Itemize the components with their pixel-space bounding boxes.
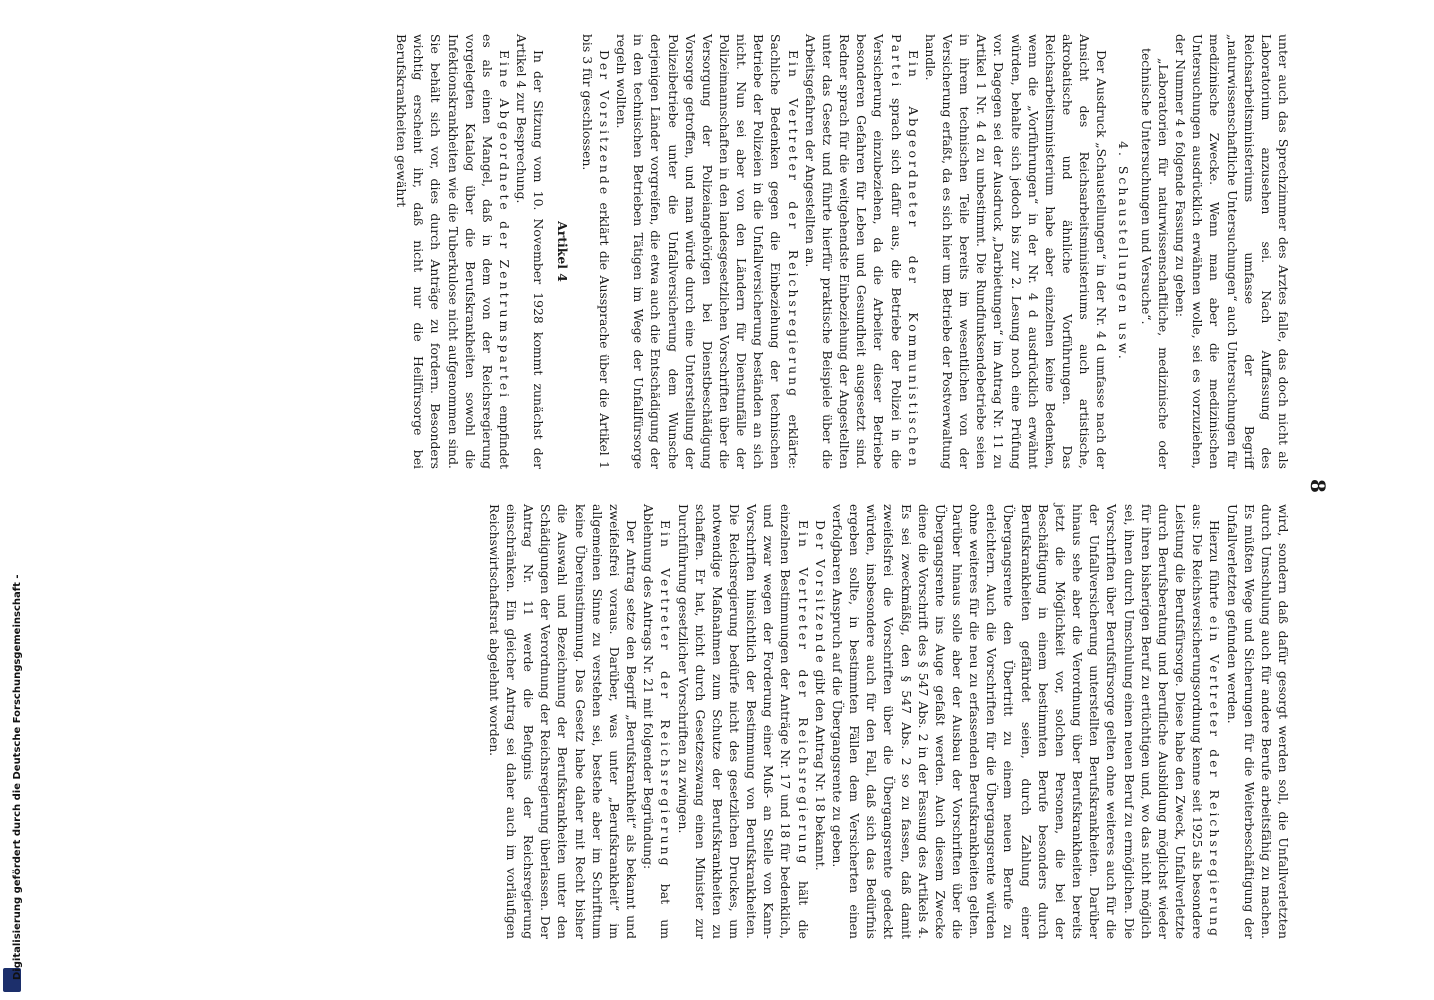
paragraph-text: Hierzu führte <box>1207 520 1223 616</box>
article-heading: Artikel 4 <box>554 221 570 282</box>
paragraph: wird, sondern daß dafür gesorgt werden soll, die Unfallverletzten durch Umschulung auch für andere Berufe arbeitsfähig zu machen. Es müßten Wege und Sicherungen für die Weiterbeschäftigung der Unfallverletzten gefunden werden. <box>1224 504 1291 939</box>
speaker: ein Vertreter der Reichsregierung <box>1207 615 1223 939</box>
footer-credit-text: Digitalisierung gefördert durch die Deutsche Forschungsgemeinschaft - <box>12 574 23 980</box>
paragraph: Der Ausdruck „Schaustellungen“ in der Nr. 4 d umfasse nach der Ansicht des Reichsarbeitsministeriums auch artistische, akrobatische und ähnliche Vorführungen. Das Reichsarbeitsministerium habe aber einzelnen keine Bedenken, wenn die „Vorführungen“ in der Nr. 4 d ausdrücklich erwähnt würden, behalte sich jedoch bis zur 2. Lesung noch eine Prüfung vor. Dagegen sei der Ausdruck „Darbietungen“ im Antrag Nr. 11 zu Artikel 1 Nr. 4 d zu unbestimmt. Die Rundfunksendebetriebe seien in ihrem technischen Teile bereits im wesentlichen von der Versicherung erfaßt, da es sich hier um Betriebe der Postverwaltung handle. <box>922 34 1110 469</box>
speaker: Der Vorsitzende <box>812 520 828 666</box>
speaker: Ein Vertreter der Reichsregierung <box>658 520 674 869</box>
speaker: Ein Vertreter der Reichsregierung <box>795 520 811 867</box>
paragraph-text: aus: Die Reichsversicherungsordnung kenne seit 1925 als besondere Leistung die Berufsfürsorge. Diese habe den Zweck, Unfallverletzte durch Berufsberatung und berufliche Ausbildung möglichst wieder für ihren bisherigen Beruf zu ertüchtigen und, wo das nicht möglich sei, ihnen durch Umschulung einen neuen Beruf zu ermöglichen. Die Vorschriften über Berufsfürsorge gelten ohne weiteres auch für die der Unfallversicherung unterstellten Berufskrankheiten. Darüber hinaus sehe aber die Verordnung über Berufskrankheiten bereits jetzt die Möglichkeit vor, solchen Personen, die bei der Beschäftigung in einem bestimmten Berufe besonders durch Berufskrankheiten gefährdet seien, durch Zahlung einer Übergangsrente den Übertritt zu einem neuen Berufe zu erleichtern. Auch die Vorschriften für die Übergangsrente würden ohne weiteres für die neu zu erfassenden Berufskrankheiten gelten. Darüber hinaus solle aber der Ausbau der Vorschriften über die Übergangsrente ins Auge gefaßt werden. Auch diesem Zwecke diene die Vorschrift des § 547 Abs. 2 in der Fassung des Artikels 4. Es sei zweckmäßig, den § 547 Abs. 2 so zu fassen, daß damit zweifelsfrei die Vorschriften über die Übergangsrente gedeckt würden, insbesondere auch für den Fall, daß sich das Bedürfnis ergeben sollte, in bestimmten Fällen dem Versicherten einen verfolgbaren Anspruch auf die Übergangsrente zu geben. <box>829 504 1206 939</box>
paragraph-text: empfindet es als einen Mangel, daß in dem von der Reichsregierung vorgelegten Katalog über die Berufskrankheiten sowohl die Infektionskrankheiten wie die Tuberkulose nicht aufgenommen sind. Sie behält sich vor, dies durch Anträge zu fordern. Besonders wichtig erscheint ihr, daß nicht nur die Heilfürsorge bei Berufskrankheiten gewährt <box>394 34 513 469</box>
right-column <box>486 504 1292 939</box>
document-page <box>170 34 1330 939</box>
paragraph: Der Antrag setze den Begriff „Berufskrankheit“ als bekannt und zweifelsfrei voraus. Darüber, was unter „Berufskrankheit“ im allgemeinen Sinne zu verstehen sei, bestehe aber im Schrifttum keine Übereinstimmung. Das Gesetz habe daher mit Recht bisher die Auswahl und Bezeichnung der Berufskrankheiten unter den Schädigungen der Verordnung der Reichsregierung überlassen. Der Antrag Nr. 11 werde die Befugnis der Reichsregierung einschränken. Ein gleicher Antrag sei daher auch im vorläufigen Reichswirtschaftsrat abgelehnt worden. <box>486 504 640 939</box>
speaker: Eine Abgeordnete der Zentrumspartei <box>497 50 513 401</box>
page-number: 8 <box>1306 479 1330 493</box>
paragraph-text: erklärt die Aussprache über die Artikel 1 bis 3 für geschlossen. <box>579 34 612 469</box>
paragraph: unter auch das Sprechzimmer des Arztes falle, das doch nicht als Laboratorium anzusehen sei. Nach Auffassung des Reichsarbeitsministeriums umfasse der Begriff „naturwissenschaftliche Untersuchungen“ auch Untersuchungen für medizinische Zwecke. Wenn man aber die medizinischen Untersuchungen ausdrücklich erwähnen wolle, sei es vorzuziehen, der Nummer 4 e folgende Fassung zu geben: <box>1173 34 1291 469</box>
paragraph-text: gibt den Antrag Nr. 18 bekannt. <box>812 665 828 871</box>
speaker: Ein Vertreter der Reichsregierung <box>785 50 801 400</box>
paragraph-text: bat um Ablehnung des Antrags Nr. 21 mit folgender Begründung: <box>641 504 674 939</box>
paragraph: In der Sitzung vom 10. November 1928 kommt zunächst der Artikel 4 zur Besprechung. <box>514 34 547 469</box>
paragraph <box>812 504 829 939</box>
paragraph-text: sprach sich dafür aus, die Betriebe der Polizei in die Versicherung einzubeziehen, da die Arbeiter dieser Betriebe besonderen Gefahren für Leben und Gesundheit ausgesetzt sind. Redner sprach für die weitgehendste Einbeziehung der Angestellten unter das Gesetz und führte hierfür praktische Beispiele über die Arbeitsgefahren der Angestellten an. <box>802 34 904 469</box>
left-column <box>393 34 1292 469</box>
digitization-footer <box>0 0 24 1000</box>
section-heading: 4. Schaustellungen usw. <box>1115 141 1131 362</box>
speaker: Ein Abgeordneter der Kommunistischen Partei <box>888 34 921 469</box>
paragraph <box>579 34 613 469</box>
paragraph <box>829 504 1224 939</box>
quoted-wording: „Laboratorien für naturwissenschaftliche, medizinische oder technische Untersuchungen und Versuche“. <box>1138 48 1171 469</box>
paragraph <box>393 34 513 469</box>
paragraph <box>802 34 922 469</box>
paragraph-text: erklärte: Sachliche Bedenken gegen die Einbeziehung der technischen Betriebe der Polizeien in die Unfallversicherung beständen an sich nicht. Nun sei aber von den Ländern für Dienstunfälle der Polizeimannschaften in den landesgesetzlichen Vorschriften über die Versorgung der Polizeiangehörigen bei Dienstbeschädigung Vorsorge getroffen, und man würde durch eine Unterstellung der Polizeibetriebe unter die Unfallversicherung dem Wunsche derjenigen Länder vorgreifen, die etwa auch die Entschädigung der in den technischen Betrieben Tätigen im Wege der Unfallfürsorge regeln wollten. <box>614 34 801 469</box>
speaker: Der Vorsitzende <box>596 50 612 198</box>
paragraph <box>613 34 802 469</box>
paragraph <box>640 504 674 939</box>
paragraph-text: hält die einzelnen Bestimmungen der Anträge Nr. 17 und 18 für bedenklich, und zwar wegen der Forderung einer Muß- an Stelle von Kann-Vorschriften hinsichtlich der Bestimmung von Berufskrankheiten. Die Reichsregierung bedürfe nicht des gesetzlichen Druckes, um notwendige Maßnahmen zum Schutze der Berufskrankheiten zu schaffen. Er hat, nicht durch Gesetzeszwang einen Minister zur Durchführung gesetzlicher Vorschriften zu zwingen. <box>675 504 811 939</box>
paragraph <box>674 504 811 939</box>
